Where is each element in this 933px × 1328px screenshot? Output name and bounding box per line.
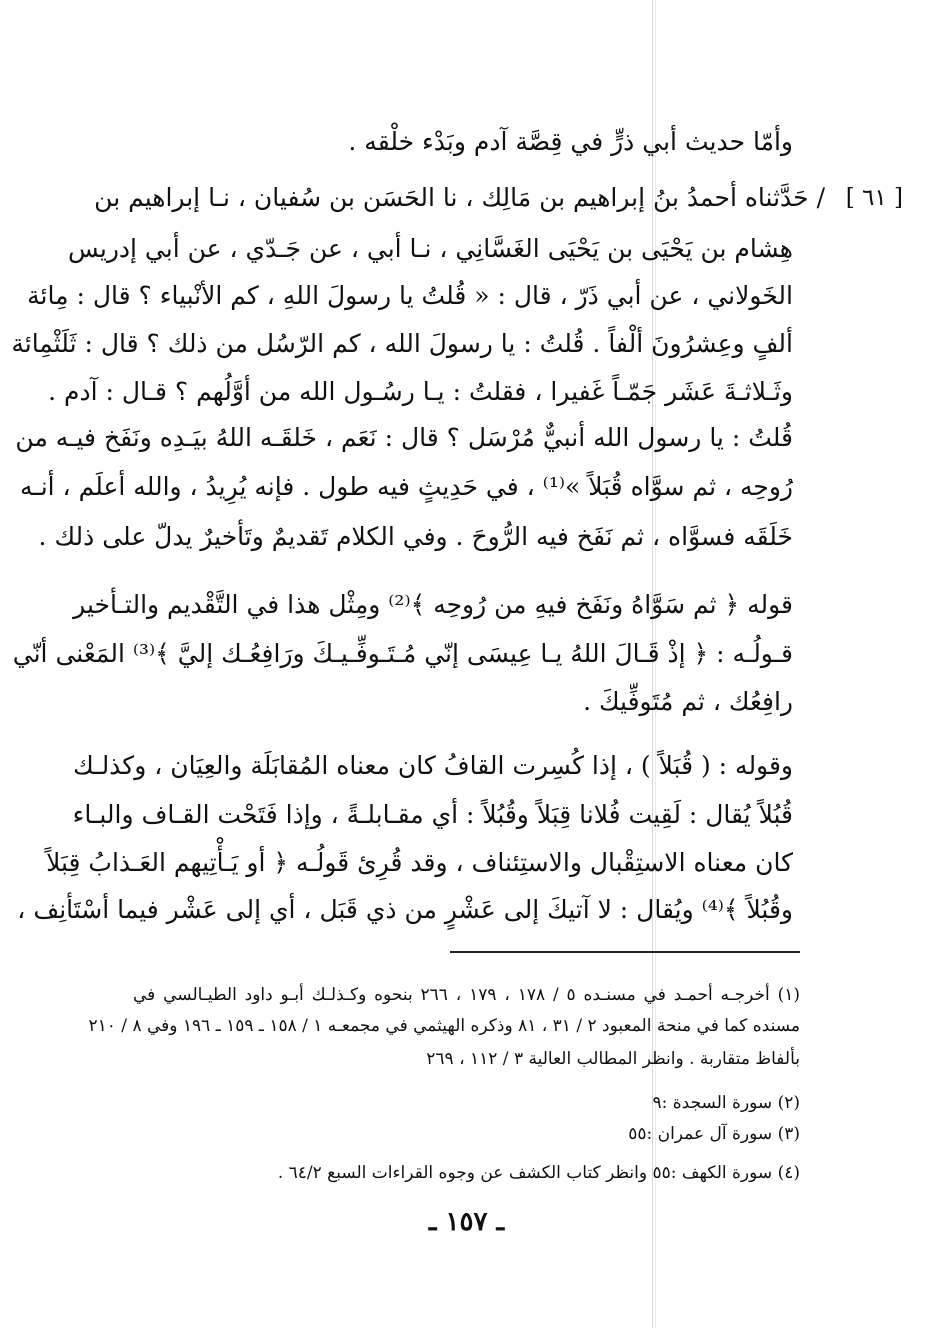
footnote-1-line-1: (١) أخرجـه أحمـد في مسنـده ٥ / ١٧٨ ، ١٧٩ ، ٢٦٦ بنحوه وكـذلـك أبـو داود الطيـالسي في	[133, 985, 801, 1005]
hadith-line-7: رُوحِه ، ثم سوَّاه قُبَلاً »⁽¹⁾ ، في حَدِيثٍ فيه طول . فإنه يُرِيدُ ، والله أعلَم ، أنـه	[19, 472, 793, 501]
qubulan-line-4: وقُبُلاً ﴾⁽⁴⁾ ويُقال : لا آتيكَ إلى عَشْرٍ من ذي قَبَل ، أي إلى عَشْر فيما أسْتَأنِف ،	[17, 895, 793, 924]
hadith-line-1: / حَدَّثناه أحمدُ بنُ إبراهيم بن مَالِك ، نا الحَسَن بن سُفيان ، نـا إبراهيم بن	[94, 183, 825, 212]
footnote-separator	[450, 951, 800, 953]
qubulan-line-2: قُبُلاً يُقال : لَقِيت فُلانا قِبَلاً وقُبُلاً : أي مقـابلـةً ، وإذا فَتَحْت القـاف والبـاء	[72, 800, 793, 829]
tafsir-line-2: قـولُـه : ﴿ إذْ قَـالَ اللهُ يـا عِيسَى إنّي مُـتَـوفِّـيـكَ ورَافِعُـك إليَّ ﴾⁽³⁾ المَعْنى أنّي	[12, 639, 793, 668]
qubulan-line-3: كان معناه الاستِقْبال والاستِئناف ، وقد قُرِئ قَولُـه ﴿ أو يَـأْتِيهم العَـذابُ قِبَلاً	[46, 848, 793, 877]
folio-marker: [ ٦١ ]	[845, 185, 903, 211]
page-number: ـ ١٥٧ ـ	[428, 1207, 505, 1237]
hadith-line-5: وثَـلاثـةَ عَشَر جَمّـاً غَفيرا ، فقلتُ : يـا رسُـول الله من أوَّلُهم ؟ قـال : آدم .	[48, 377, 793, 406]
hadith-line-4: ألفٍ وعِشرُونَ ألْفاً . قُلتُ : يا رسولَ الله ، كم الرّسُل من ذلك ؟ قال : ثَلَثْمِائة	[11, 329, 793, 358]
tafsir-line-3: رافِعُك ، ثم مُتَوفِّيكَ .	[583, 687, 793, 716]
hadith-line-8: خَلَقَه فسوَّاه ، ثم نَفَخ فيه الرُّوحَ . وفي الكلام تَقديمٌ وتَأخيرٌ يدلّ على ذلك .	[38, 522, 793, 551]
tafsir-line-1: قوله ﴿ ثم سَوَّاهُ ونَفَخ فيهِ من رُوحِه ﴾⁽²⁾ ومِثْل هذا في التَّقْديم والتـأخير	[73, 590, 793, 619]
footnote-1-line-2: مسنده كما في منحة المعبود ٢ / ٣١ ، ٨١ وذكره الهيثمي في مجمعـه ١ / ١٥٨ ـ ١٥٩ ـ ١٩٦ وفي ٨ / ٢١٠	[88, 1016, 800, 1036]
footnote-4: (٤) سورة الكهف :٥٥ وانظر كتاب الكشف عن وجوه القراءات السبع ٦٤/٢ .	[277, 1163, 800, 1183]
hadith-line-6: قُلتُ : يا رسول الله أنبيٌّ مُرْسَل ؟ قال : نَعَم ، خَلقَـه اللهُ بيَـدِه ونَفَخ فيـه من	[15, 423, 793, 452]
footnote-1-line-3: بألفاظ متقاربة . وانظر المطالب العالية ٣ / ١١٢ ، ٢٦٩	[426, 1049, 800, 1069]
qubulan-line-1: وقوله : ( قُبَلاً ) ، إذا كُسِرت القافُ كان معناه المُقابَلَة والعِيَان ، وكذلـك	[73, 751, 793, 780]
footnote-3: (٣) سورة آل عمران :٥٥	[628, 1124, 800, 1144]
opening-line: وأمّا حديث أبي ذرٍّ في قِصَّة آدم وبَدْء خلْقه .	[348, 127, 793, 156]
hadith-line-3: الخَولاني ، عن أبي ذَرّ ، قال : « قُلتُ يا رسولَ اللهِ ، كم الأنْبياء ؟ قال : مِائة	[27, 281, 793, 310]
footnote-2: (٢) سورة السجدة :٩	[652, 1093, 800, 1113]
hadith-line-2: هِشام بن يَحْيَى بن يَحْيَى الغَسَّانِي ، نـا أبي ، عن جَـدّي ، عن أبي إدريس	[68, 234, 793, 263]
